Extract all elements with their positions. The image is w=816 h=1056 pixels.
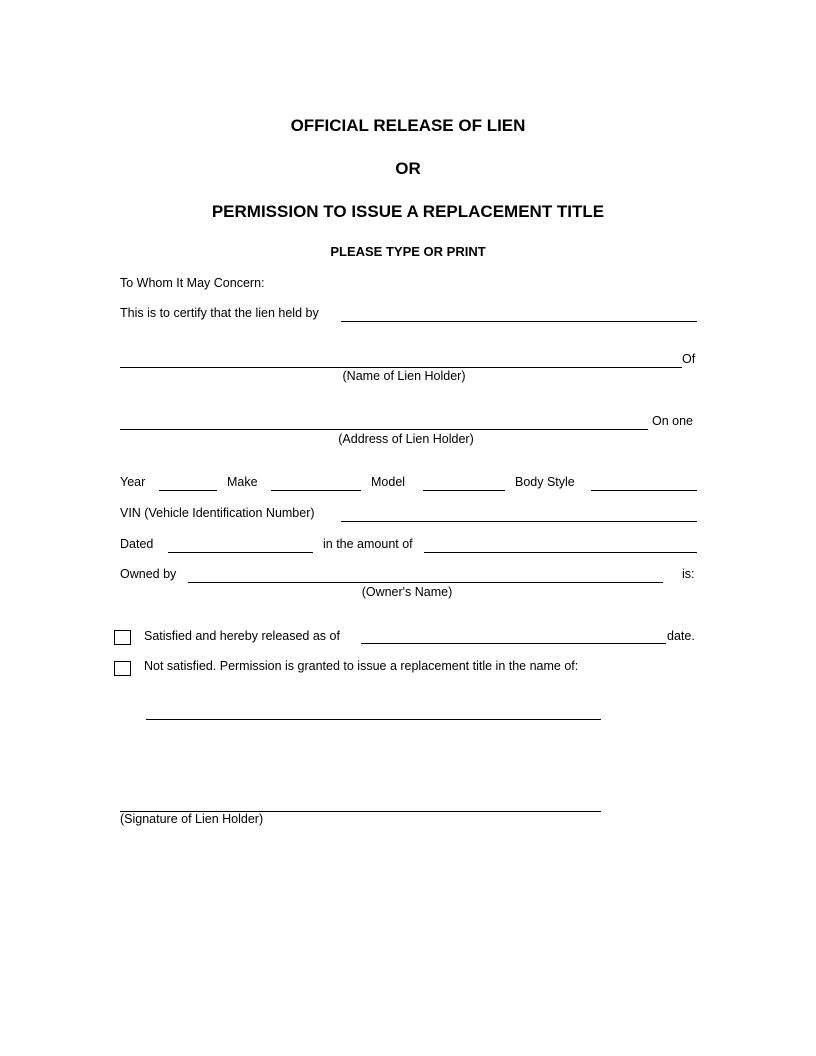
form-subtitle: PERMISSION TO ISSUE A REPLACEMENT TITLE — [211, 202, 605, 221]
year-label: Year — [120, 475, 146, 489]
year-field[interactable] — [159, 490, 217, 491]
instruction-text: PLEASE TYPE OR PRINT — [330, 244, 486, 259]
make-label: Make — [227, 475, 258, 489]
satisfied-label: Satisfied and hereby released as of — [144, 629, 340, 643]
owner-name-caption: (Owner's Name) — [361, 585, 453, 599]
satisfied-checkbox[interactable] — [114, 630, 131, 645]
lien-holder-address-caption: (Address of Lien Holder) — [338, 432, 474, 446]
lien-holder-name-caption: (Name of Lien Holder) — [342, 369, 466, 383]
date-label: date. — [667, 629, 695, 643]
lien-holder-address-field[interactable] — [120, 429, 648, 430]
amount-field[interactable] — [424, 552, 697, 553]
signature-caption: (Signature of Lien Holder) — [120, 812, 264, 826]
owned-by-label: Owned by — [120, 567, 177, 581]
dated-field[interactable] — [168, 552, 313, 553]
form-title-or: OR — [395, 159, 421, 178]
certify-label: This is to certify that the lien held by — [120, 306, 319, 320]
release-date-field[interactable] — [361, 643, 666, 644]
body-style-label: Body Style — [515, 475, 575, 489]
owner-name-field[interactable] — [188, 582, 663, 583]
not-satisfied-label: Not satisfied. Permission is granted to issue a replacement title in the name of: — [144, 659, 579, 673]
is-label: is: — [682, 567, 695, 581]
lien-holder-name-field[interactable] — [120, 367, 682, 368]
amount-label: in the amount of — [323, 537, 413, 551]
model-label: Model — [371, 475, 406, 489]
lien-holder-field[interactable] — [341, 321, 697, 322]
replacement-title-name-field[interactable] — [146, 719, 601, 720]
vin-label: VIN (Vehicle Identification Number) — [120, 506, 315, 520]
of-label: Of — [682, 352, 696, 366]
form-title: OFFICIAL RELEASE OF LIEN — [290, 116, 526, 135]
model-field[interactable] — [423, 490, 505, 491]
make-field[interactable] — [271, 490, 361, 491]
salutation: To Whom It May Concern: — [120, 276, 265, 290]
body-style-field[interactable] — [591, 490, 697, 491]
on-one-label: On one — [652, 414, 694, 428]
dated-label: Dated — [120, 537, 154, 551]
not-satisfied-checkbox[interactable] — [114, 661, 131, 676]
vin-field[interactable] — [341, 521, 697, 522]
